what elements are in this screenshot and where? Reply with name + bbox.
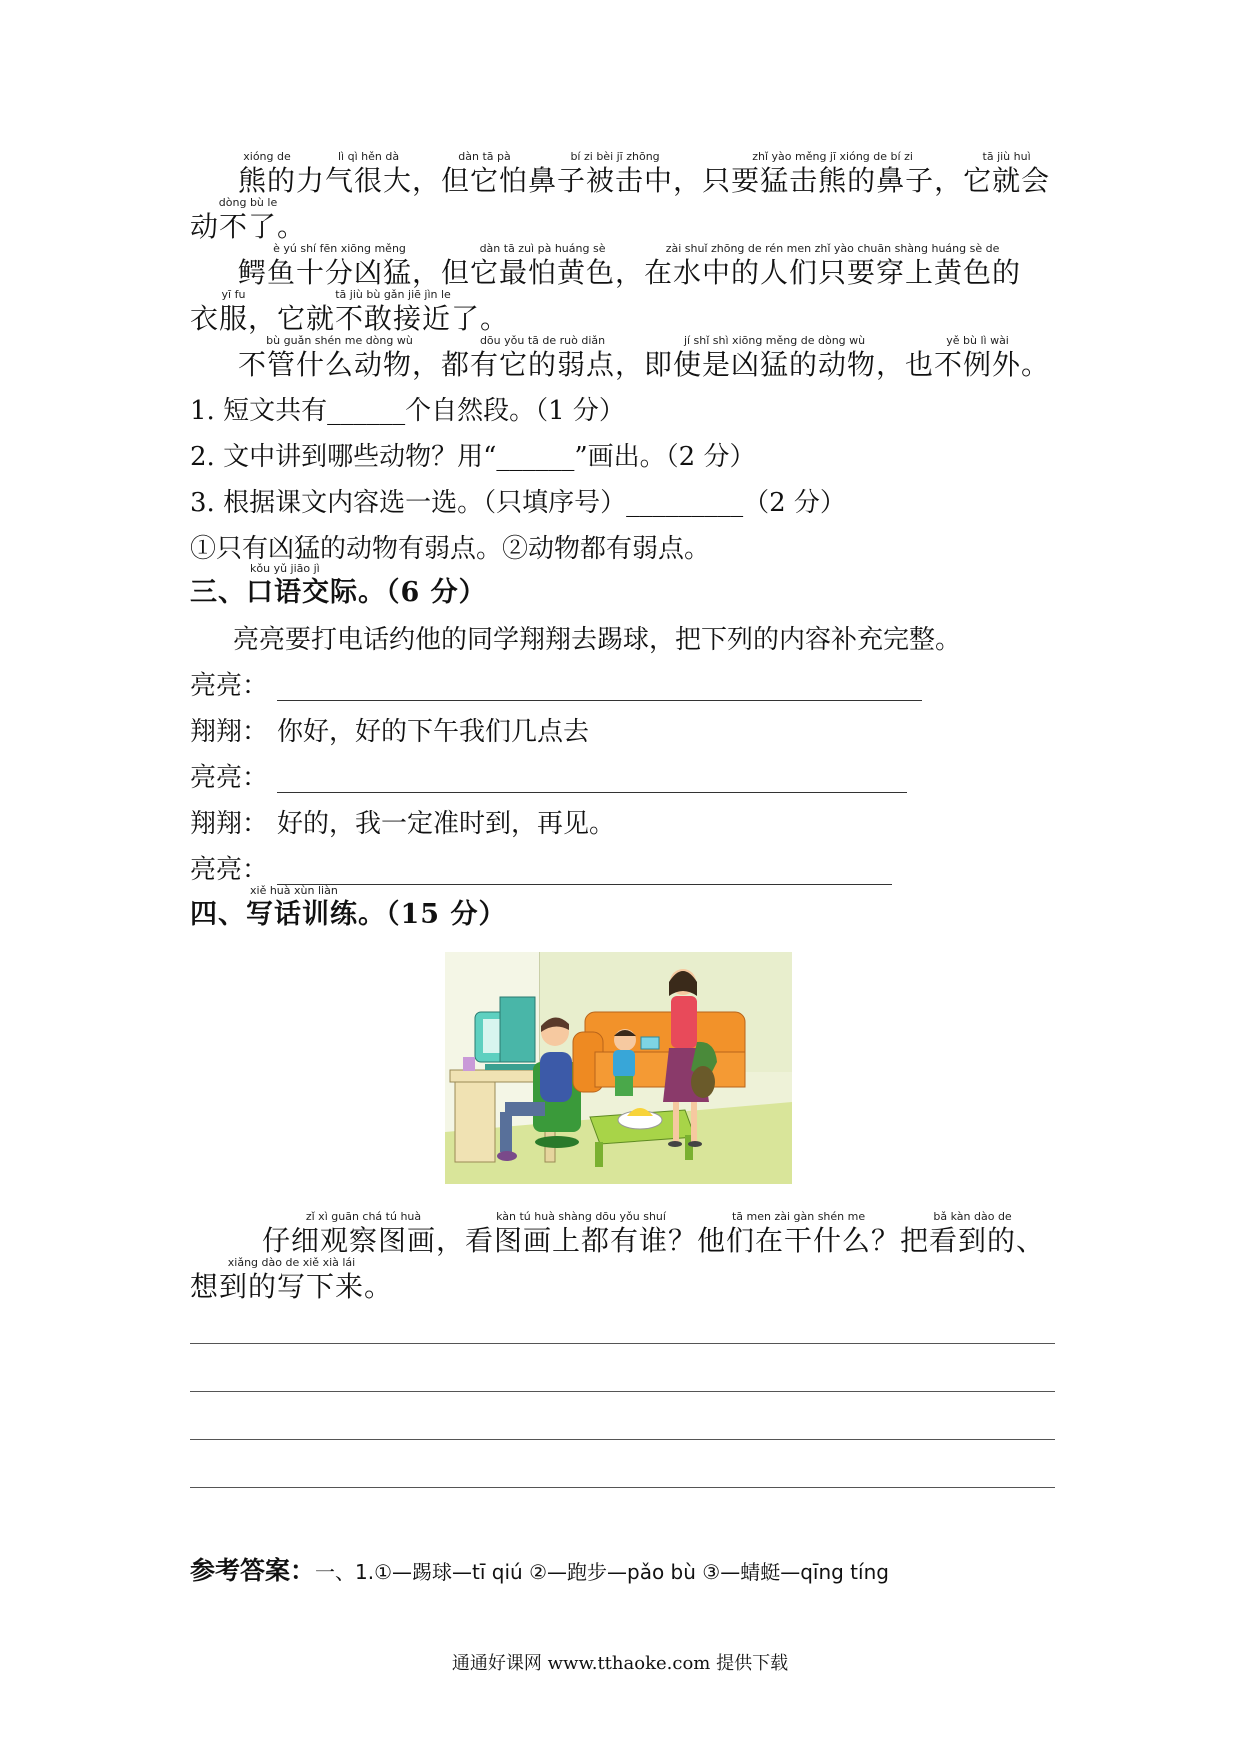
hanzi-text: 鳄鱼十分凶猛，: [238, 256, 442, 289]
dialogue-answer-blank[interactable]: [277, 700, 922, 701]
dialogue-speaker: 亮亮：: [190, 855, 269, 885]
answers-label: 参考答案：: [190, 1556, 316, 1585]
pinyin-text: jí shǐ shì xiōng měng de dòng wù: [683, 334, 866, 347]
passage-line: [238, 150, 1050, 199]
pinyin-segment: [190, 1256, 393, 1305]
section-4-title: 四、写话训练。（15 分）: [190, 899, 507, 930]
pinyin-text: tā jiù bù gǎn jiē jìn le: [335, 288, 451, 301]
dialogue-speaker: 亮亮：: [190, 671, 269, 701]
pinyin-text: bǎ kàn dào de: [933, 1210, 1012, 1223]
section-4-heading: [190, 884, 506, 933]
writing-prompt-line: [262, 1210, 1045, 1259]
pinyin-segment: [441, 242, 644, 291]
hanzi-text: 只要猛击熊的鼻子，: [702, 164, 964, 197]
pinyin-segment: [296, 150, 441, 199]
hanzi-text: 但它最怕黄色，: [441, 256, 645, 289]
pinyin-segment: [190, 288, 277, 337]
pinyin-text: zài shuǐ zhōng de rén men zhǐ yào chuān shàng huáng sè de: [665, 242, 1000, 255]
question-1: 1. 短文共有______个自然段。（1 分）: [190, 396, 625, 426]
dialogue-speaker: 翔翔：: [190, 809, 269, 839]
pinyin-segment: [900, 1210, 1045, 1259]
hanzi-text: 即使是凶猛的动物，: [644, 348, 906, 381]
pinyin-text: tā jiù huì: [982, 150, 1031, 163]
pinyin-text: dōu yǒu tā de ruò diǎn: [479, 334, 606, 347]
question-3-options: ①只有凶猛的动物有弱点。②动物都有弱点。: [190, 534, 711, 564]
hanzi-text: 熊的: [238, 164, 297, 197]
section-3-title: 三、口语交际。（6 分）: [190, 577, 487, 608]
pinyin-segment: [465, 1210, 697, 1259]
hanzi-text: 也不例外。: [905, 348, 1051, 381]
hanzi-text: 他们在干什么？: [697, 1224, 901, 1257]
pinyin-segment: [963, 150, 1050, 199]
writing-line[interactable]: [190, 1439, 1055, 1440]
dialogue-speaker: 亮亮：: [190, 763, 269, 793]
family-living-room-illustration: [445, 952, 792, 1184]
pinyin-segment: [238, 150, 296, 199]
pinyin-text: dòng bù le: [218, 196, 278, 209]
pinyin-segment: [905, 334, 1050, 383]
pinyin-segment: [644, 242, 1021, 291]
pinyin-text: zǐ xì guān chá tú huà: [305, 1210, 422, 1223]
question-2: 2. 文中讲到哪些动物？用“______”画出。（2 分）: [190, 442, 756, 472]
writing-line[interactable]: [190, 1487, 1055, 1488]
passage-line: [238, 242, 1021, 291]
pinyin-segment: [644, 334, 905, 383]
pinyin-text: bí zi bèi jī zhōng: [570, 150, 660, 163]
pinyin-text: yī fu: [221, 288, 246, 301]
question-3: 3. 根据课文内容选一选。（只填序号）_________（2 分）: [190, 488, 846, 518]
hanzi-text: 衣服，: [190, 302, 278, 335]
pinyin-segment: [528, 150, 702, 199]
hanzi-text: 动不了。: [190, 210, 307, 243]
writing-line[interactable]: [190, 1343, 1055, 1344]
writing-prompt-line: [190, 1256, 393, 1305]
pinyin-segment: [697, 1210, 900, 1259]
section-3-instruction: 亮亮要打电话约他的同学翔翔去踢球，把下列的内容补充完整。: [233, 625, 962, 655]
pinyin-text: dàn tā pà: [458, 150, 511, 163]
pinyin-segment: [262, 1210, 465, 1259]
pinyin-text: yě bù lì wài: [946, 334, 1009, 347]
hanzi-text: 它就会: [963, 164, 1051, 197]
pinyin-segment: [238, 242, 441, 291]
hanzi-text: 想到的写下来。: [190, 1270, 394, 1303]
passage-line: [190, 288, 509, 337]
pinyin-text: lì qì hěn dà: [337, 150, 400, 163]
footer-source: 通通好课网 www.tthaoke.com 提供下载: [451, 1653, 789, 1674]
reference-answers: [190, 1553, 889, 1590]
pinyin-segment: [441, 150, 528, 199]
hanzi-text: 鼻子被击中，: [528, 164, 703, 197]
hanzi-text: 仔细观察图画，: [262, 1224, 466, 1257]
pinyin-segment: [277, 288, 509, 337]
passage-line: [238, 334, 1050, 383]
dialogue-speaker: 翔翔：: [190, 717, 269, 747]
pinyin-segment: [190, 196, 306, 245]
dialogue-text: 你好，好的下午我们几点去: [277, 717, 590, 747]
hanzi-text: 把看到的、: [900, 1224, 1046, 1257]
hanzi-text: 它就不敢接近了。: [277, 302, 510, 335]
pinyin-text: kàn tú huà shàng dōu yǒu shuí: [496, 1210, 666, 1223]
pinyin-text: xiǎng dào de xiě xià lái: [227, 1256, 356, 1269]
dialogue-answer-blank[interactable]: [277, 792, 907, 793]
section-4-pinyin: xiě huà xùn liàn: [250, 884, 338, 897]
passage-line: [190, 196, 306, 245]
pinyin-text: xióng de: [243, 150, 291, 163]
pinyin-text: tā men zài gàn shén me: [731, 1210, 866, 1223]
hanzi-text: 看图画上都有谁？: [465, 1224, 698, 1257]
writing-line[interactable]: [190, 1391, 1055, 1392]
pinyin-text: zhǐ yào měng jī xióng de bí zi: [752, 150, 913, 163]
dialogue-text: 好的，我一定准时到，再见。: [277, 809, 616, 839]
hanzi-text: 在水中的人们只要穿上黄色的: [644, 256, 1022, 289]
section-3-heading: [190, 562, 487, 611]
pinyin-segment: [441, 334, 644, 383]
pinyin-text: bù guǎn shén me dòng wù: [266, 334, 413, 347]
hanzi-text: 力气很大，: [296, 164, 442, 197]
hanzi-text: 都有它的弱点，: [441, 348, 645, 381]
hanzi-text: 不管什么动物，: [238, 348, 442, 381]
hanzi-text: 但它怕: [441, 164, 529, 197]
pinyin-segment: [702, 150, 963, 199]
section-3-pinyin: kǒu yǔ jiāo jì: [250, 562, 320, 575]
pinyin-text: dàn tā zuì pà huáng sè: [479, 242, 606, 255]
pinyin-segment: [238, 334, 441, 383]
answers-text: 一、1.①—踢球—tī qiú ②—跑步—pǎo bù ③—蜻蜓—qīng tíng: [315, 1560, 889, 1584]
pinyin-text: è yú shí fēn xiōng měng: [273, 242, 406, 255]
